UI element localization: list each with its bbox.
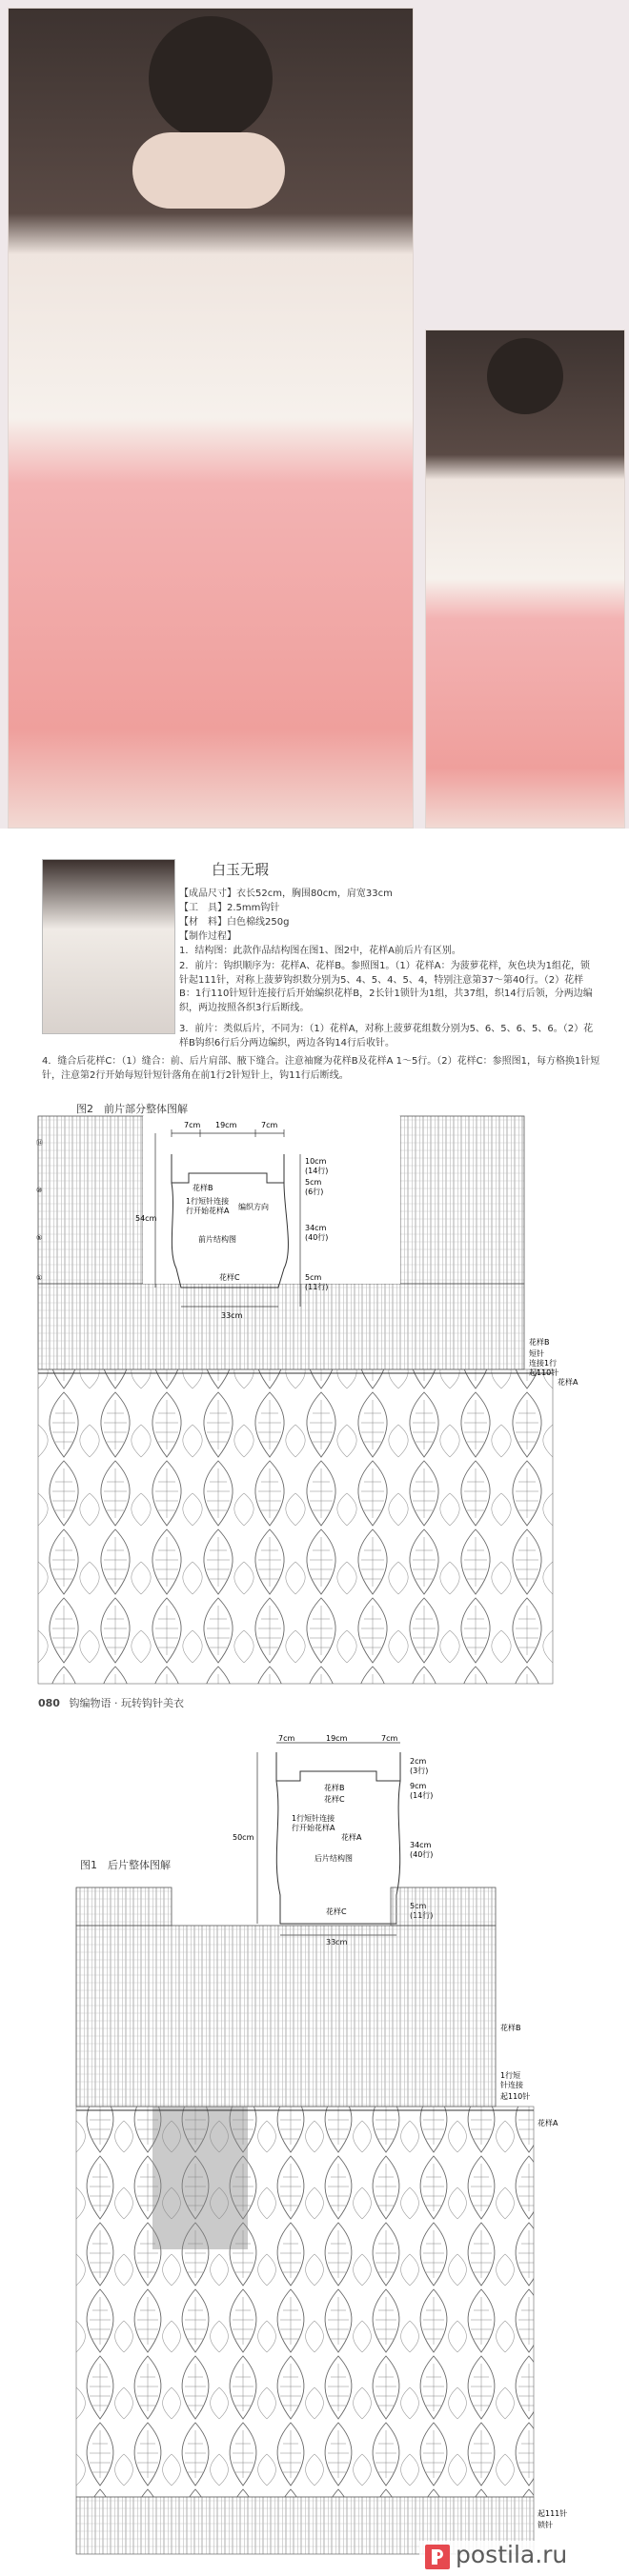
- pattern-page-back: [0, 1714, 629, 2576]
- svg-text:(3行): (3行): [410, 1767, 429, 1775]
- svg-text:花样B: 花样B: [529, 1338, 550, 1347]
- svg-text:起110针: 起110针: [529, 1368, 559, 1377]
- svg-text:19cm: 19cm: [326, 1734, 348, 1743]
- svg-text:(14行): (14行): [410, 1791, 434, 1800]
- tool-line: 【工 具】2.5mm钩针: [179, 903, 280, 913]
- svg-text:锁针: 锁针: [538, 2521, 553, 2529]
- watermark-text: postila.ru: [456, 2541, 568, 2568]
- model-back-photo: [425, 329, 625, 829]
- watermark: [419, 2541, 625, 2573]
- svg-text:花样A: 花样A: [341, 1833, 362, 1842]
- svg-text:①: ①: [36, 1274, 43, 1282]
- figure1-label: 图1 后片整体图解: [80, 1859, 171, 1871]
- svg-text:针连接: 针连接: [500, 2081, 523, 2089]
- svg-text:起110针: 起110针: [500, 2092, 531, 2101]
- svg-text:5cm: 5cm: [305, 1273, 322, 1282]
- svg-text:2cm: 2cm: [410, 1757, 427, 1766]
- svg-text:花样C: 花样C: [326, 1907, 347, 1916]
- figure2-label: 图2 前片部分整体图解: [76, 1103, 188, 1115]
- svg-text:花样C: 花样C: [324, 1795, 345, 1804]
- svg-text:短针: 短针: [529, 1349, 544, 1358]
- svg-text:1行短针连接: 1行短针连接: [292, 1814, 335, 1823]
- svg-text:(11行): (11行): [305, 1283, 329, 1291]
- svg-text:⑤: ⑤: [36, 1234, 43, 1242]
- svg-text:行开始花样A: 行开始花样A: [292, 1824, 335, 1832]
- size-line: 【成品尺寸】衣长52cm，胸围80cm，肩宽33cm: [179, 889, 393, 899]
- thumbnail-photo: [42, 859, 175, 1034]
- svg-text:起111针: 起111针: [538, 2509, 568, 2518]
- dim-left-height: 54cm: [135, 1214, 157, 1223]
- figure1-crochet-chart: [76, 1887, 591, 2564]
- svg-text:1行短: 1行短: [500, 2071, 521, 2080]
- svg-text:50cm: 50cm: [233, 1833, 254, 1842]
- dim-top-right: 7cm: [261, 1121, 278, 1129]
- svg-text:34cm: 34cm: [410, 1841, 432, 1849]
- svg-text:花样B: 花样B: [324, 1784, 345, 1792]
- svg-text:(6行): (6行): [305, 1188, 324, 1196]
- svg-text:行开始花样A: 行开始花样A: [186, 1207, 230, 1215]
- postila-logo-icon: [425, 2545, 450, 2569]
- step-3: 3．前片：类似后片，不同为：（1）花样A，对称上菠萝花组数分别为5、6、5、6、5、6。（2）花样B钩织6行后分两边编织，两边各钩14行后收针。: [179, 1024, 594, 1048]
- page-footer: [38, 1695, 184, 1710]
- svg-text:5cm: 5cm: [305, 1178, 322, 1187]
- svg-text:后片结构图: 后片结构图: [314, 1854, 353, 1863]
- model-front-photo: [8, 8, 414, 829]
- svg-text:(40行): (40行): [305, 1233, 329, 1242]
- book-title: 钩编物语 · 玩转钩针美衣: [69, 1697, 184, 1709]
- svg-text:花样B: 花样B: [193, 1184, 213, 1192]
- svg-text:(14行): (14行): [305, 1167, 329, 1175]
- svg-text:9cm: 9cm: [410, 1782, 427, 1790]
- svg-text:⑩: ⑩: [36, 1187, 43, 1194]
- dim-top-left: 7cm: [184, 1121, 201, 1129]
- svg-text:前片结构图: 前片结构图: [198, 1235, 236, 1244]
- svg-text:花样C: 花样C: [219, 1273, 240, 1282]
- svg-text:花样B: 花样B: [500, 2024, 521, 2032]
- svg-text:34cm: 34cm: [305, 1224, 327, 1232]
- dim-top-mid: 19cm: [215, 1121, 237, 1129]
- step-1: 1．结构图：此款作品结构图在图1、图2中，花样A前后片有区别。: [179, 946, 461, 956]
- step-2: 2．前片：钩织顺序为：花样A、花样B。参照图1。（1）花样A：为菠萝花样，灰色块为1组花，锁针起111针，对称上菠萝钩织数分别为5、4、5、4、5、4，特别注意第37～第40行。（2）花样B：1行110针短针连接行后开始编织花样B，2长针1锁针为1组，共37组，织14行后领，分两边编织，两边按照各织3行后断线。: [179, 961, 593, 1013]
- svg-text:⑭: ⑭: [36, 1139, 43, 1147]
- pattern-page-front: [0, 838, 629, 1714]
- dim-bottom: 33cm: [221, 1311, 243, 1320]
- pattern-title: 白玉无瑕: [212, 861, 270, 878]
- svg-text:编织方向: 编织方向: [238, 1203, 269, 1211]
- process-heading: 【制作过程】: [179, 931, 236, 942]
- svg-text:(40行): (40行): [410, 1850, 434, 1859]
- svg-text:连接1行: 连接1行: [529, 1359, 558, 1368]
- svg-text:花样A: 花样A: [558, 1378, 578, 1387]
- step-4: 4．缝合后花样C：（1）缝合：前、后片肩部、腋下缝合。注意袖窿为花样B及花样A 1～5行。（2）花样C：参照图1，每方格换1针短针，注意第2行开始每短针短针落角在前1行2针短针上，钩11行后断线。: [42, 1056, 600, 1081]
- svg-text:1行短针连接: 1行短针连接: [186, 1197, 230, 1206]
- svg-text:7cm: 7cm: [381, 1734, 398, 1743]
- svg-text:10cm: 10cm: [305, 1157, 327, 1166]
- figure2-crochet-chart: [38, 1116, 610, 1687]
- svg-text:花样A: 花样A: [538, 2119, 558, 2127]
- svg-text:7cm: 7cm: [278, 1734, 295, 1743]
- photo-section: [0, 0, 629, 829]
- material-line: 【材 料】白色棉线250g: [179, 917, 290, 928]
- page-number: 080: [38, 1697, 60, 1709]
